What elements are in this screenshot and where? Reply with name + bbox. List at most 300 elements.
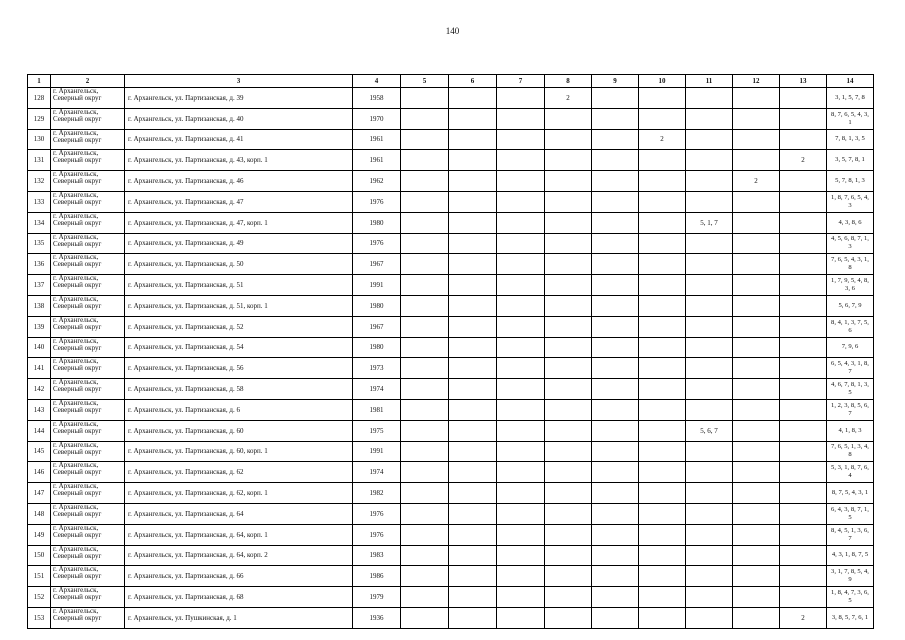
row-number: 148 [28, 503, 51, 524]
col5-cell [401, 358, 449, 379]
table-row [28, 191, 874, 212]
address-cell: г. Архангельск, ул. Партизанская, д. 58 [125, 379, 353, 400]
column-header-13: 13 [780, 75, 827, 88]
col13-cell [780, 420, 827, 441]
col10-cell [639, 150, 686, 171]
col12-cell [733, 212, 780, 233]
col14-cell: 4, 3, 8, 6 [827, 212, 874, 233]
col10-cell [639, 191, 686, 212]
address-cell: г. Архангельск, ул. Партизанская, д. 64, корп. 2 [125, 545, 353, 566]
col6-cell [449, 212, 497, 233]
table-row [28, 171, 874, 192]
year-cell: 1991 [353, 275, 401, 296]
col13-cell [780, 441, 827, 462]
year-cell: 1961 [353, 129, 401, 150]
district-cell: г. Архангельск, Северный округ [51, 358, 125, 379]
col5-cell [401, 233, 449, 254]
table-row [28, 524, 874, 545]
address-cell: г. Архангельск, ул. Партизанская, д. 43, корп. 1 [125, 150, 353, 171]
col14-cell: 3, 1, 7, 8, 5, 4, 9 [827, 566, 874, 587]
address-cell: г. Архангельск, ул. Пушкинская, д. 1 [125, 607, 353, 628]
col5-cell [401, 441, 449, 462]
col6-cell [449, 108, 497, 129]
col11-cell [686, 88, 733, 109]
year-cell: 1981 [353, 399, 401, 420]
header-row [28, 75, 874, 88]
col12-cell [733, 420, 780, 441]
col10-cell [639, 441, 686, 462]
row-number: 139 [28, 316, 51, 337]
col5-cell [401, 171, 449, 192]
district-cell: г. Архангельск, Северный округ [51, 379, 125, 400]
district-cell: г. Архангельск, Северный округ [51, 108, 125, 129]
col11-cell [686, 358, 733, 379]
col11-cell [686, 254, 733, 275]
row-number: 152 [28, 587, 51, 608]
col14-cell: 7, 8, 1, 3, 5 [827, 129, 874, 150]
col9-cell [592, 566, 639, 587]
col13-cell [780, 212, 827, 233]
col7-cell [497, 171, 545, 192]
col14-cell: 6, 5, 4, 3, 1, 8, 7 [827, 358, 874, 379]
col12-cell [733, 233, 780, 254]
table-row [28, 316, 874, 337]
col8-cell [545, 545, 592, 566]
year-cell: 1991 [353, 441, 401, 462]
col8-cell [545, 108, 592, 129]
year-cell: 1976 [353, 191, 401, 212]
col5-cell [401, 399, 449, 420]
row-number: 134 [28, 212, 51, 233]
row-number: 135 [28, 233, 51, 254]
col7-cell [497, 503, 545, 524]
table-row [28, 503, 874, 524]
col5-cell [401, 275, 449, 296]
col8-cell [545, 566, 592, 587]
col13-cell [780, 275, 827, 296]
col8-cell [545, 150, 592, 171]
col5-cell [401, 129, 449, 150]
col14-cell: 5, 6, 7, 9 [827, 295, 874, 316]
table-row [28, 108, 874, 129]
col6-cell [449, 399, 497, 420]
district-cell: г. Архангельск, Северный округ [51, 88, 125, 109]
table-body [28, 88, 874, 629]
col6-cell [449, 88, 497, 109]
col6-cell [449, 233, 497, 254]
district-cell: г. Архангельск, Северный округ [51, 566, 125, 587]
year-cell: 1970 [353, 108, 401, 129]
year-cell: 1976 [353, 524, 401, 545]
col10-cell [639, 462, 686, 483]
col13-cell: 2 [780, 150, 827, 171]
year-cell: 1974 [353, 462, 401, 483]
col9-cell [592, 379, 639, 400]
col10-cell [639, 295, 686, 316]
row-number: 141 [28, 358, 51, 379]
address-cell: г. Архангельск, ул. Партизанская, д. 50 [125, 254, 353, 275]
col12-cell [733, 316, 780, 337]
col10-cell [639, 171, 686, 192]
address-cell: г. Архангельск, ул. Партизанская, д. 47, корп. 1 [125, 212, 353, 233]
col8-cell [545, 607, 592, 628]
col13-cell: 2 [780, 607, 827, 628]
district-cell: г. Архангельск, Северный округ [51, 233, 125, 254]
district-cell: г. Архангельск, Северный округ [51, 212, 125, 233]
col11-cell [686, 171, 733, 192]
col7-cell [497, 441, 545, 462]
col13-cell [780, 462, 827, 483]
col9-cell [592, 524, 639, 545]
col10-cell [639, 358, 686, 379]
address-cell: г. Архангельск, ул. Партизанская, д. 39 [125, 88, 353, 109]
col7-cell [497, 88, 545, 109]
col7-cell [497, 129, 545, 150]
year-cell: 1973 [353, 358, 401, 379]
col7-cell [497, 295, 545, 316]
col14-cell: 1, 8, 7, 6, 5, 4, 3 [827, 191, 874, 212]
page-number: 140 [445, 26, 460, 36]
col12-cell [733, 441, 780, 462]
col8-cell [545, 171, 592, 192]
year-cell: 1962 [353, 171, 401, 192]
col9-cell [592, 399, 639, 420]
col6-cell [449, 545, 497, 566]
col8-cell [545, 399, 592, 420]
col8-cell [545, 358, 592, 379]
col6-cell [449, 129, 497, 150]
col9-cell [592, 337, 639, 358]
col8-cell [545, 441, 592, 462]
table-row [28, 462, 874, 483]
col10-cell [639, 233, 686, 254]
column-header-10: 10 [639, 75, 686, 88]
col12-cell [733, 587, 780, 608]
table-row [28, 483, 874, 504]
table-row [28, 420, 874, 441]
col9-cell [592, 150, 639, 171]
table-row [28, 212, 874, 233]
address-cell: г. Архангельск, ул. Партизанская, д. 60, корп. 1 [125, 441, 353, 462]
col7-cell [497, 379, 545, 400]
col8-cell [545, 191, 592, 212]
col11-cell [686, 316, 733, 337]
district-cell: г. Архангельск, Северный округ [51, 171, 125, 192]
col14-cell: 3, 1, 5, 7, 8 [827, 88, 874, 109]
table-row [28, 233, 874, 254]
col6-cell [449, 524, 497, 545]
col5-cell [401, 295, 449, 316]
col6-cell [449, 254, 497, 275]
col11-cell [686, 275, 733, 296]
col14-cell: 5, 7, 8, 1, 3 [827, 171, 874, 192]
col9-cell [592, 212, 639, 233]
address-cell: г. Архангельск, ул. Партизанская, д. 56 [125, 358, 353, 379]
table-row [28, 379, 874, 400]
col12-cell [733, 275, 780, 296]
col13-cell [780, 88, 827, 109]
col11-cell [686, 399, 733, 420]
col8-cell [545, 503, 592, 524]
row-number: 138 [28, 295, 51, 316]
col8-cell [545, 316, 592, 337]
col5-cell [401, 88, 449, 109]
col5-cell [401, 316, 449, 337]
table-row [28, 358, 874, 379]
col12-cell [733, 191, 780, 212]
table-row [28, 129, 874, 150]
col8-cell [545, 420, 592, 441]
district-cell: г. Архангельск, Северный округ [51, 483, 125, 504]
col5-cell [401, 254, 449, 275]
col11-cell: 5, 6, 7 [686, 420, 733, 441]
col12-cell [733, 379, 780, 400]
col6-cell [449, 566, 497, 587]
district-cell: г. Архангельск, Северный округ [51, 337, 125, 358]
table-row [28, 587, 874, 608]
col13-cell [780, 129, 827, 150]
table-row [28, 295, 874, 316]
col6-cell [449, 191, 497, 212]
col9-cell [592, 462, 639, 483]
district-cell: г. Архангельск, Северный округ [51, 524, 125, 545]
year-cell: 1967 [353, 316, 401, 337]
col8-cell [545, 524, 592, 545]
col11-cell [686, 524, 733, 545]
col12-cell [733, 358, 780, 379]
col6-cell [449, 358, 497, 379]
col14-cell: 8, 7, 5, 4, 3, 1 [827, 483, 874, 504]
row-number: 136 [28, 254, 51, 275]
col7-cell [497, 545, 545, 566]
district-cell: г. Архангельск, Северный округ [51, 275, 125, 296]
address-cell: г. Архангельск, ул. Партизанская, д. 51 [125, 275, 353, 296]
col6-cell [449, 587, 497, 608]
col8-cell [545, 254, 592, 275]
col11-cell [686, 566, 733, 587]
col8-cell [545, 483, 592, 504]
col10-cell [639, 566, 686, 587]
column-header-6: 6 [449, 75, 497, 88]
col11-cell [686, 337, 733, 358]
col14-cell: 6, 4, 3, 8, 7, 1, 5 [827, 503, 874, 524]
col5-cell [401, 379, 449, 400]
col6-cell [449, 462, 497, 483]
row-number: 147 [28, 483, 51, 504]
district-cell: г. Архангельск, Северный округ [51, 545, 125, 566]
col5-cell [401, 545, 449, 566]
col10-cell: 2 [639, 129, 686, 150]
col13-cell [780, 337, 827, 358]
district-cell: г. Архангельск, Северный округ [51, 191, 125, 212]
column-header-3: 3 [125, 75, 353, 88]
address-cell: г. Архангельск, ул. Партизанская, д. 68 [125, 587, 353, 608]
col14-cell: 5, 3, 1, 8, 7, 6, 4 [827, 462, 874, 483]
address-cell: г. Архангельск, ул. Партизанская, д. 41 [125, 129, 353, 150]
col10-cell [639, 399, 686, 420]
col9-cell [592, 420, 639, 441]
col8-cell [545, 233, 592, 254]
col12-cell [733, 399, 780, 420]
col8-cell [545, 275, 592, 296]
col10-cell [639, 524, 686, 545]
address-cell: г. Архангельск, ул. Партизанская, д. 52 [125, 316, 353, 337]
col8-cell [545, 462, 592, 483]
address-cell: г. Архангельск, ул. Партизанская, д. 54 [125, 337, 353, 358]
col5-cell [401, 524, 449, 545]
col5-cell [401, 607, 449, 628]
col12-cell [733, 524, 780, 545]
col9-cell [592, 191, 639, 212]
district-cell: г. Архангельск, Северный округ [51, 607, 125, 628]
col9-cell [592, 316, 639, 337]
column-header-2: 2 [51, 75, 125, 88]
col10-cell [639, 420, 686, 441]
address-cell: г. Архангельск, ул. Партизанская, д. 62 [125, 462, 353, 483]
col14-cell: 7, 6, 5, 4, 3, 1, 8 [827, 254, 874, 275]
col6-cell [449, 337, 497, 358]
col5-cell [401, 337, 449, 358]
col9-cell [592, 483, 639, 504]
row-number: 130 [28, 129, 51, 150]
row-number: 151 [28, 566, 51, 587]
address-cell: г. Архангельск, ул. Партизанская, д. 64 [125, 503, 353, 524]
col7-cell [497, 254, 545, 275]
row-number: 153 [28, 607, 51, 628]
col10-cell [639, 607, 686, 628]
col13-cell [780, 191, 827, 212]
col14-cell: 4, 1, 8, 3 [827, 420, 874, 441]
year-cell: 1980 [353, 295, 401, 316]
col12-cell [733, 295, 780, 316]
col10-cell [639, 108, 686, 129]
col9-cell [592, 545, 639, 566]
row-number: 144 [28, 420, 51, 441]
col14-cell: 8, 7, 6, 5, 4, 3, 1 [827, 108, 874, 129]
col7-cell [497, 108, 545, 129]
col11-cell [686, 503, 733, 524]
col14-cell: 1, 2, 3, 8, 5, 6, 7 [827, 399, 874, 420]
address-cell: г. Архангельск, ул. Партизанская, д. 51, корп. 1 [125, 295, 353, 316]
address-cell: г. Архангельск, ул. Партизанская, д. 47 [125, 191, 353, 212]
col9-cell [592, 108, 639, 129]
col5-cell [401, 212, 449, 233]
address-cell: г. Архангельск, ул. Партизанская, д. 49 [125, 233, 353, 254]
col11-cell [686, 150, 733, 171]
col6-cell [449, 295, 497, 316]
year-cell: 1974 [353, 379, 401, 400]
col12-cell [733, 254, 780, 275]
year-cell: 1936 [353, 607, 401, 628]
col14-cell: 4, 5, 6, 8, 7, 1, 3 [827, 233, 874, 254]
col13-cell [780, 524, 827, 545]
address-cell: г. Архангельск, ул. Партизанская, д. 60 [125, 420, 353, 441]
col12-cell [733, 566, 780, 587]
col7-cell [497, 233, 545, 254]
row-number: 131 [28, 150, 51, 171]
col10-cell [639, 503, 686, 524]
year-cell: 1976 [353, 233, 401, 254]
year-cell: 1961 [353, 150, 401, 171]
col13-cell [780, 171, 827, 192]
table-row [28, 607, 874, 628]
column-header-5: 5 [401, 75, 449, 88]
col5-cell [401, 566, 449, 587]
col12-cell [733, 108, 780, 129]
col9-cell [592, 441, 639, 462]
district-cell: г. Архангельск, Северный округ [51, 441, 125, 462]
col6-cell [449, 503, 497, 524]
col10-cell [639, 587, 686, 608]
col14-cell: 1, 7, 9, 5, 4, 8, 3, 6 [827, 275, 874, 296]
col7-cell [497, 337, 545, 358]
col11-cell [686, 587, 733, 608]
col5-cell [401, 108, 449, 129]
col10-cell [639, 337, 686, 358]
col7-cell [497, 316, 545, 337]
column-header-4: 4 [353, 75, 401, 88]
col13-cell [780, 379, 827, 400]
col9-cell [592, 295, 639, 316]
col9-cell [592, 275, 639, 296]
col11-cell [686, 441, 733, 462]
district-cell: г. Архангельск, Северный округ [51, 129, 125, 150]
col14-cell: 3, 8, 5, 7, 6, 1 [827, 607, 874, 628]
col5-cell [401, 150, 449, 171]
col11-cell [686, 191, 733, 212]
row-number: 143 [28, 399, 51, 420]
col11-cell [686, 108, 733, 129]
col11-cell: 5, 1, 7 [686, 212, 733, 233]
col14-cell: 3, 5, 7, 8, 1 [827, 150, 874, 171]
col11-cell [686, 483, 733, 504]
col14-cell: 7, 9, 6 [827, 337, 874, 358]
col13-cell [780, 503, 827, 524]
col7-cell [497, 483, 545, 504]
column-header-14: 14 [827, 75, 874, 88]
column-header-11: 11 [686, 75, 733, 88]
col12-cell: 2 [733, 171, 780, 192]
col9-cell [592, 88, 639, 109]
col10-cell [639, 316, 686, 337]
col7-cell [497, 399, 545, 420]
col6-cell [449, 379, 497, 400]
district-cell: г. Архангельск, Северный округ [51, 587, 125, 608]
col10-cell [639, 545, 686, 566]
col10-cell [639, 212, 686, 233]
col5-cell [401, 503, 449, 524]
row-number: 128 [28, 88, 51, 109]
row-number: 146 [28, 462, 51, 483]
col14-cell: 7, 6, 5, 1, 3, 4, 8 [827, 441, 874, 462]
col9-cell [592, 254, 639, 275]
col14-cell: 8, 4, 1, 3, 7, 5, 6 [827, 316, 874, 337]
col13-cell [780, 295, 827, 316]
col11-cell [686, 607, 733, 628]
year-cell: 1975 [353, 420, 401, 441]
row-number: 149 [28, 524, 51, 545]
row-number: 145 [28, 441, 51, 462]
year-cell: 1980 [353, 337, 401, 358]
col6-cell [449, 607, 497, 628]
address-cell: г. Архангельск, ул. Партизанская, д. 40 [125, 108, 353, 129]
col12-cell [733, 545, 780, 566]
col8-cell [545, 587, 592, 608]
col7-cell [497, 607, 545, 628]
col11-cell [686, 295, 733, 316]
housing-table [27, 74, 874, 629]
col9-cell [592, 233, 639, 254]
